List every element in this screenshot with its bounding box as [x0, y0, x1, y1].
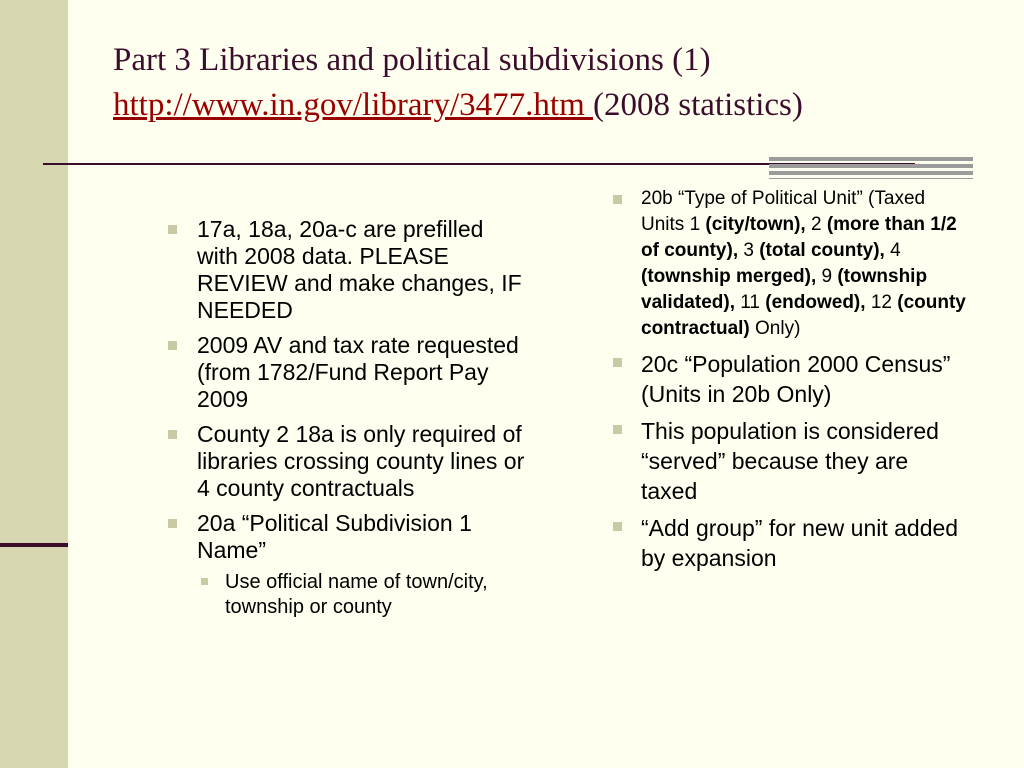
title-divider-stripes [769, 157, 973, 179]
bullet-item: 20c “Population 2000 Census” (Units in 20b Only) [611, 349, 966, 409]
left-accent-bar [0, 0, 68, 768]
bold-segment: (endowed), [765, 292, 866, 313]
slide-title [113, 38, 993, 128]
title-suffix: (2008 statistics) [593, 87, 803, 123]
text-segment: 4 [884, 240, 901, 261]
bullet-item-political-unit [611, 186, 966, 342]
sub-bullet-list [197, 570, 526, 620]
bullet-item: County 2 18a is only required of libraries crossing county lines or 4 county contractuals [166, 421, 526, 502]
bullet-item [166, 510, 526, 620]
text-segment: 2 [805, 214, 827, 235]
text-segment: Only) [749, 318, 801, 339]
title-text: Part 3 Libraries and political subdivisions (1) [113, 42, 711, 78]
bold-segment: (total county), [759, 240, 885, 261]
text-segment: 20b “Type of Political Unit” (Taxed Units 1 [641, 188, 926, 235]
bold-segment: (township validated), [641, 266, 928, 313]
right-bullet-list [611, 186, 966, 580]
text-segment: 9 [816, 266, 838, 287]
bold-segment: (more than 1/2 of county), [641, 214, 957, 261]
bullet-text: 20a “Political Subdivision 1 Name” [197, 510, 472, 563]
bullet-item: 2009 AV and tax rate requested (from 1782/Fund Report Pay 2009 [166, 332, 526, 413]
text-segment: 11 [734, 292, 766, 313]
sub-bullet-item: Use official name of town/city, township or county [197, 570, 526, 620]
bold-segment: (county contractual) [641, 292, 966, 339]
bold-segment: (city/town), [705, 214, 806, 235]
bullet-item: “Add group” for new unit added by expansion [611, 513, 966, 573]
title-link[interactable]: http://www.in.gov/library/3477.htm [113, 87, 593, 123]
text-segment: 3 [738, 240, 760, 261]
bullet-item: This population is considered “served” because they are taxed [611, 416, 966, 506]
bold-segment: (township merged), [641, 266, 817, 287]
bullet-item: 17a, 18a, 20a-c are prefilled with 2008 data. PLEASE REVIEW and make changes, IF NEEDED [166, 216, 526, 324]
left-accent-line [0, 543, 68, 547]
text-segment: 12 [865, 292, 898, 313]
left-bullet-list [166, 216, 526, 628]
